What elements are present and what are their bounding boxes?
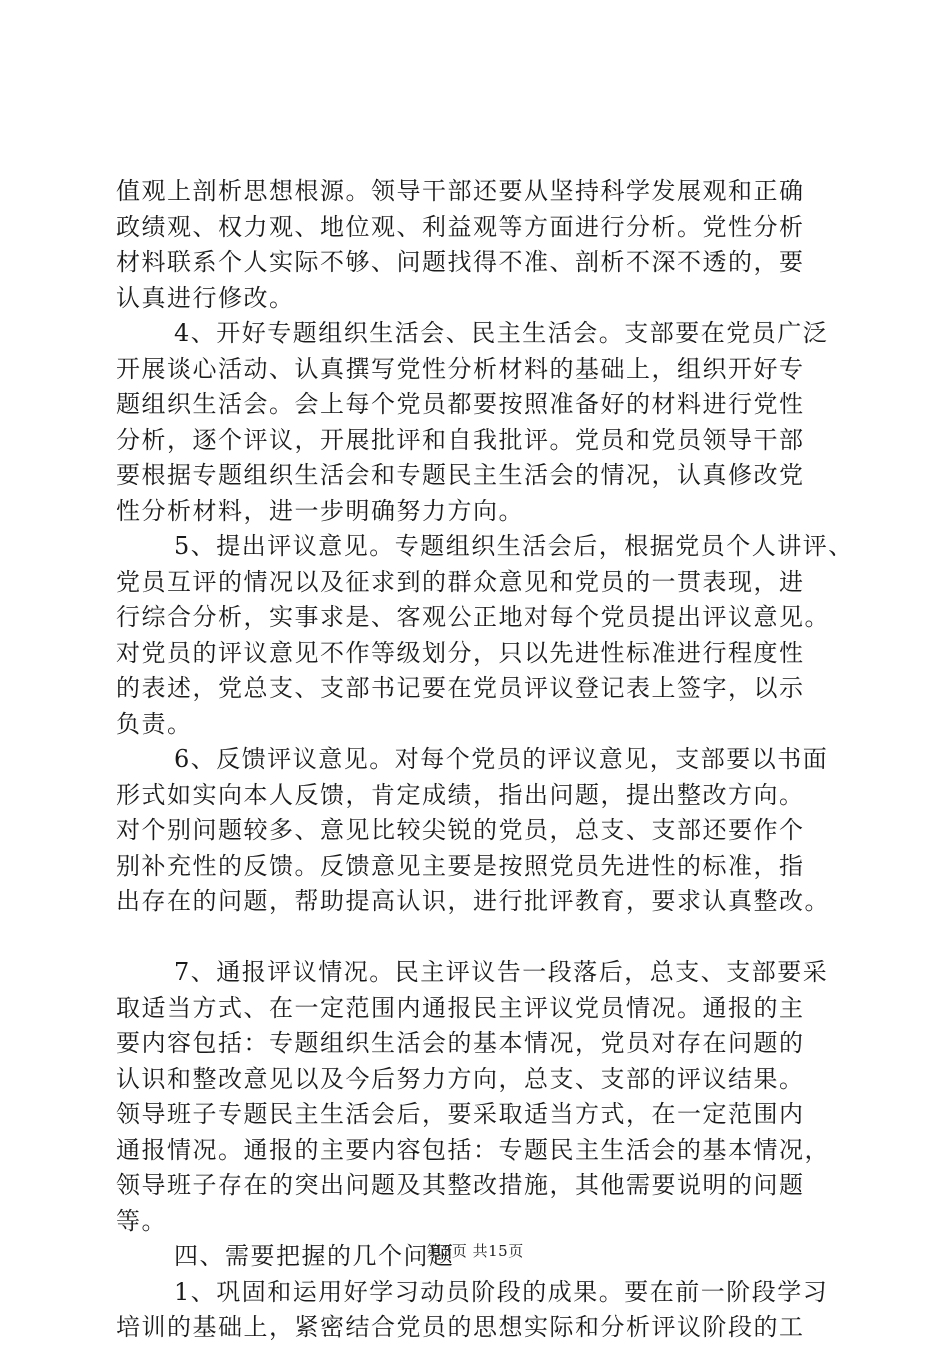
paragraph-gap xyxy=(116,920,838,956)
document-body xyxy=(116,174,854,1346)
paragraph-continuation xyxy=(116,174,838,316)
paragraph-subitem-1 xyxy=(116,1275,838,1346)
text-line: 认识和整改意见以及今后努力方向，总支、支部的评议结果。 xyxy=(116,1064,805,1093)
text-line: 培训的基础上，紧密结合党员的思想实际和分析评议阶段的工 xyxy=(116,1313,805,1341)
text-line: 1、巩固和运用好学习动员阶段的成果。要在前一阶段学习 xyxy=(174,1277,829,1306)
text-line: 开展谈心活动、认真撰写党性分析材料的基础上，组织开好专 xyxy=(116,354,805,383)
text-line: 形式如实向本人反馈，肯定成绩，指出问题，提出整改方向。 xyxy=(116,780,805,809)
text-line: 领导班子专题民主生活会后，要采取适当方式，在一定范围内 xyxy=(116,1100,805,1128)
text-line: 5、提出评议意见。专题组织生活会后，根据党员个人讲评、 xyxy=(174,532,854,560)
text-line: 4、开好专题组织生活会、民主生活会。支部要在党员广泛 xyxy=(174,319,829,347)
text-line: 取适当方式、在一定范围内通报民主评议党员情况。通报的主 xyxy=(116,993,805,1022)
text-line: 要根据专题组织生活会和专题民主生活会的情况，认真修改党 xyxy=(116,461,805,489)
text-line: 要内容包括：专题组织生活会的基本情况，党员对存在问题的 xyxy=(116,1029,805,1057)
text-line: 分析，逐个评议，开展批评和自我批评。党员和党员领导干部 xyxy=(116,425,805,454)
text-line: 别补充性的反馈。反馈意见主要是按照党员先进性的标准，指 xyxy=(116,851,805,880)
paragraph-item-7 xyxy=(116,955,838,1239)
text-line: 7、通报评议情况。民主评议告一段落后，总支、支部要采 xyxy=(174,958,829,986)
text-line: 的表述，党总支、支部书记要在党员评议登记表上签字，以示 xyxy=(116,674,805,702)
paragraph-item-6 xyxy=(116,742,838,920)
text-line: 政绩观、权力观、地位观、利益观等方面进行分析。党性分析 xyxy=(116,212,805,241)
text-line: 领导班子存在的突出问题及其整改措施，其他需要说明的问题 xyxy=(116,1171,805,1199)
text-line: 对个别问题较多、意见比较尖锐的党员，总支、支部还要作个 xyxy=(116,816,805,844)
paragraph-item-5 xyxy=(116,529,854,742)
text-line: 党员互评的情况以及征求到的群众意见和党员的一贯表现，进 xyxy=(116,567,805,596)
text-line: 负责。 xyxy=(116,709,193,738)
text-line: 通报情况。通报的主要内容包括：专题民主生活会的基本情况， xyxy=(116,1135,830,1164)
text-line: 行综合分析，实事求是、客观公正地对每个党员提出评议意见。 xyxy=(116,603,830,631)
text-line: 性分析材料，进一步明确努力方向。 xyxy=(116,496,524,525)
text-line: 题组织生活会。会上每个党员都要按照准备好的材料进行党性 xyxy=(116,390,805,418)
text-line: 认真进行修改。 xyxy=(116,283,295,312)
paragraph-item-4 xyxy=(116,316,838,529)
page-number-footer: 第3页 共15页 xyxy=(426,1242,524,1260)
text-line: 值观上剖析思想根源。领导干部还要从坚持科学发展观和正确 xyxy=(116,177,805,205)
text-line: 等。 xyxy=(116,1206,167,1235)
text-line: 6、反馈评议意见。对每个党员的评议意见，支部要以书面 xyxy=(174,745,829,773)
section-heading: 四、需要把握的几个问题 xyxy=(174,1242,455,1270)
text-line: 对党员的评议意见不作等级划分，只以先进性标准进行程度性 xyxy=(116,638,805,667)
text-line: 材料联系个人实际不够、问题找得不准、剖析不深不透的，要 xyxy=(116,248,805,276)
text-line: 出存在的问题，帮助提高认识，进行批评教育，要求认真整改。 xyxy=(116,887,830,915)
